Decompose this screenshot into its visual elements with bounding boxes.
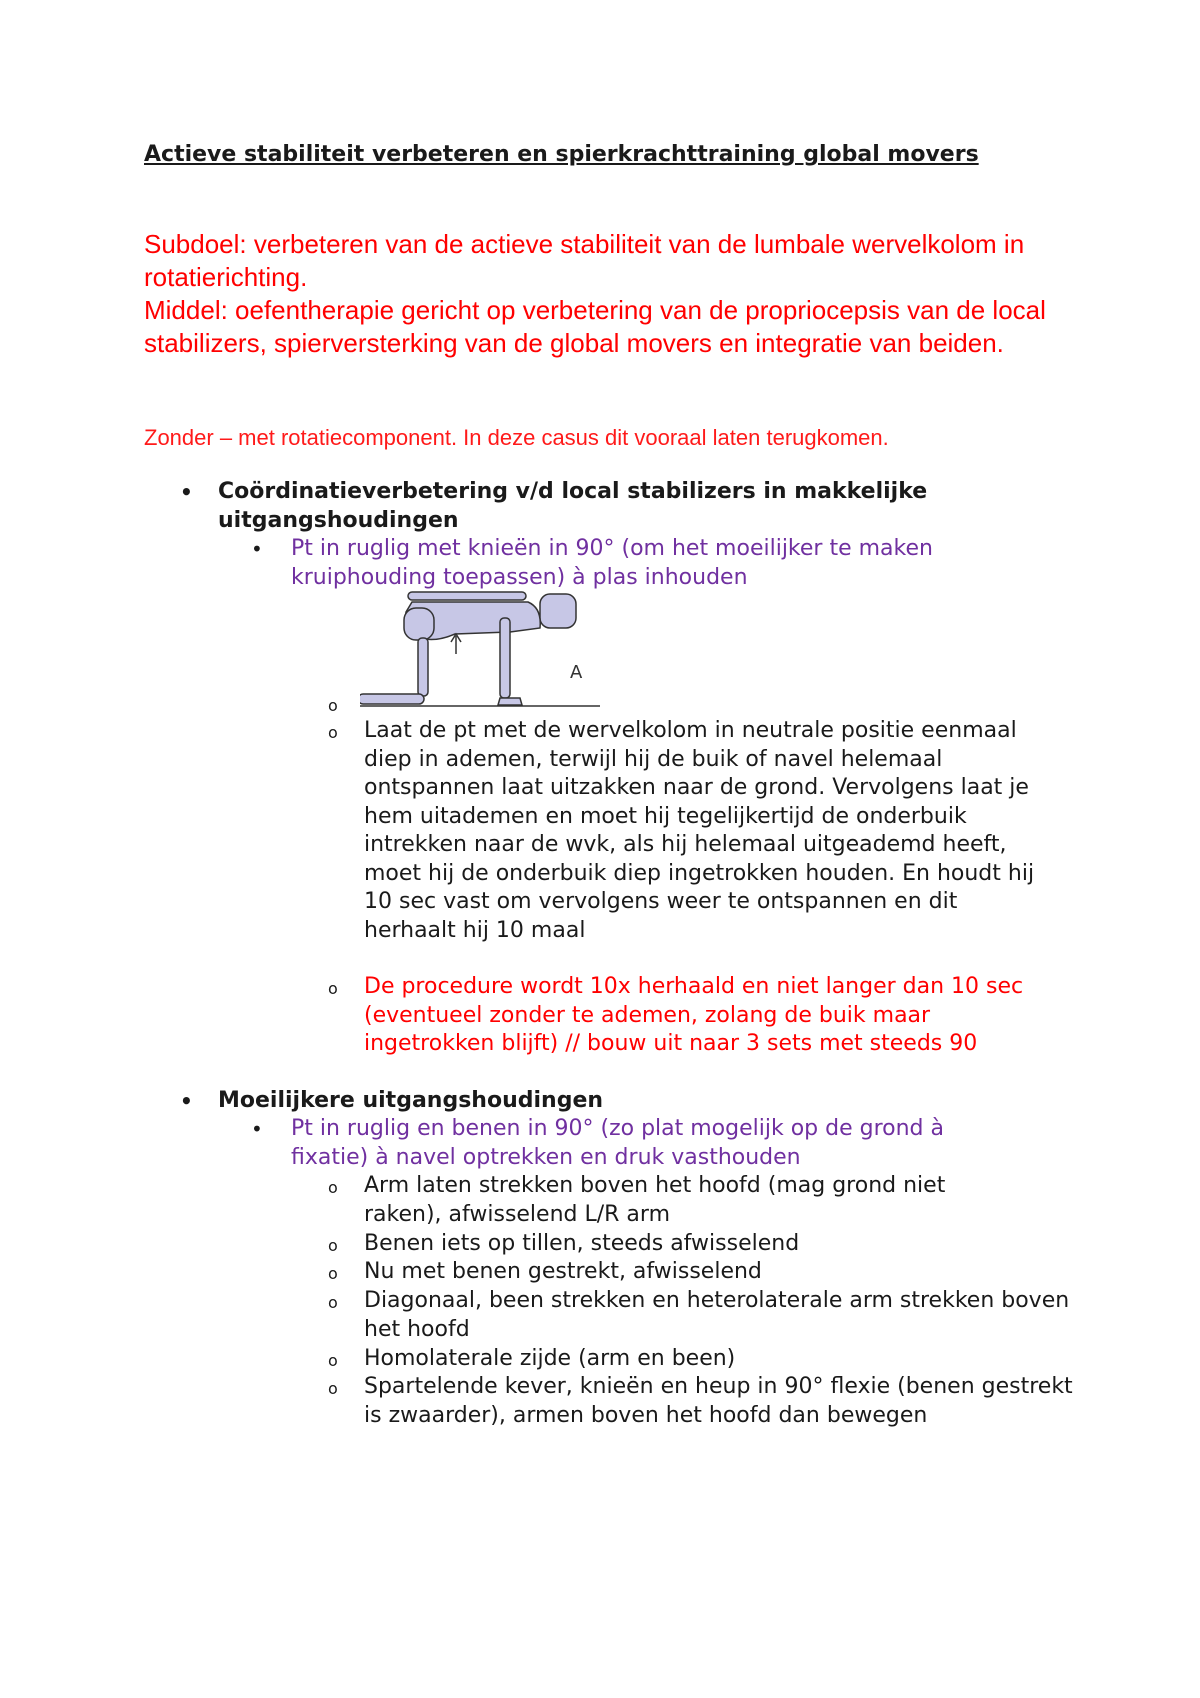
bullet-circle-icon: o (328, 1293, 338, 1312)
section2-sub (251, 1115, 971, 1172)
list-item (328, 1258, 1064, 1287)
bullet-circle-icon: o (328, 696, 338, 715)
middel-text: Middel: oefentherapie gericht op verbetering van de propriocepsis van de local stabilizers, spierversterking van de global movers en integratie van beiden. (144, 295, 1046, 358)
bullet-circle-icon: o (328, 979, 338, 998)
section1-sub-text: Pt in ruglig met knieën in 90° (om het moeilijker te maken kruiphouding toepassen) à plas inhouden (291, 536, 933, 590)
instruction-item (328, 717, 1044, 945)
head-shape (540, 594, 576, 628)
section1-heading (180, 478, 1068, 535)
procedure-item (328, 973, 1064, 1059)
list-item (328, 1230, 1064, 1259)
crawling-exercise-illustration (360, 588, 610, 710)
list-item (328, 1172, 1024, 1229)
goal-block (144, 228, 1084, 360)
hand-shape (498, 698, 522, 705)
list-item (328, 1373, 1074, 1430)
list-item-text: Homolaterale zijde (arm en been) (364, 1346, 736, 1371)
bullet-circle-icon: o (328, 1178, 338, 1197)
procedure-text: De procedure wordt 10x herhaald en niet langer dan 10 sec (eventueel zonder te ademen, zolang de buik maar ingetrokken blijft) // bouw uit naar 3 sets met steeds 90 (364, 974, 1024, 1056)
section2-heading-text: Moeilijkere uitgangshoudingen (218, 1088, 604, 1113)
list-item-text: Arm laten strekken boven het hoofd (mag grond niet raken), afwisselend L/R arm (364, 1173, 946, 1227)
bullet-disc-icon: • (251, 537, 263, 561)
bullet-disc-icon: • (180, 1089, 193, 1113)
bullet-circle-icon: o (328, 723, 338, 742)
rotation-note: Zonder – met rotatiecomponent. In deze casus dit vooraal laten terugkomen. (144, 425, 889, 450)
instruction-text: Laat de pt met de wervelkolom in neutrale positie eenmaal diep in ademen, terwijl hij de buik of navel helemaal ontspannen laat uitzakken naar de grond. Vervolgens laat je hem uitademen en moet hij tegelijkertijd de onderbuik intrekken naar de wvk, als hij helemaal uitgeademd heeft, moet hij de onderbuik diep ingetrokken houden. En houdt hij 10 sec vast om vervolgens weer te ontspannen en dit herhaalt hij 10 maal (364, 718, 1035, 943)
section2-sub-text: Pt in ruglig en benen in 90° (zo plat mogelijk op de grond à fixatie) à navel optrekken en druk vasthouden (291, 1116, 944, 1170)
section1-heading-text: Coördinatieverbetering v/d local stabilizers in makkelijke uitgangshoudingen (218, 479, 928, 533)
bullet-disc-icon: • (180, 480, 193, 504)
list-item-text: Diagonaal, been strekken en heterolaterale arm strekken boven het hoofd (364, 1288, 1070, 1342)
document-title: Actieve stabiliteit verbeteren en spierkrachttraining global movers (144, 142, 979, 167)
section2-heading (180, 1087, 1068, 1116)
list-item (328, 1287, 1084, 1344)
shin-shape (360, 694, 424, 704)
list-item-text: Benen iets op tillen, steeds afwisselend (364, 1231, 800, 1256)
back-bar (408, 592, 526, 600)
arm-shape (500, 618, 510, 698)
thigh-shape (418, 638, 428, 696)
subdoel-text: Subdoel: verbeteren van de actieve stabiliteit van de lumbale wervelkolom in rotatierichting. (144, 229, 1025, 292)
bullet-circle-icon: o (328, 1264, 338, 1283)
figure-label: A (570, 662, 583, 683)
list-item (328, 1345, 1064, 1374)
list-item-text: Spartelende kever, knieën en heup in 90° flexie (benen gestrekt is zwaarder), armen boven het hoofd dan bewegen (364, 1374, 1073, 1428)
bullet-disc-icon: • (251, 1117, 263, 1141)
section1-sub (251, 535, 1051, 592)
list-item-text: Nu met benen gestrekt, afwisselend (364, 1259, 762, 1284)
bullet-circle-icon: o (328, 1379, 338, 1398)
pelvis-shape (404, 608, 434, 640)
bullet-circle-icon: o (328, 1351, 338, 1370)
bullet-circle-icon: o (328, 1236, 338, 1255)
